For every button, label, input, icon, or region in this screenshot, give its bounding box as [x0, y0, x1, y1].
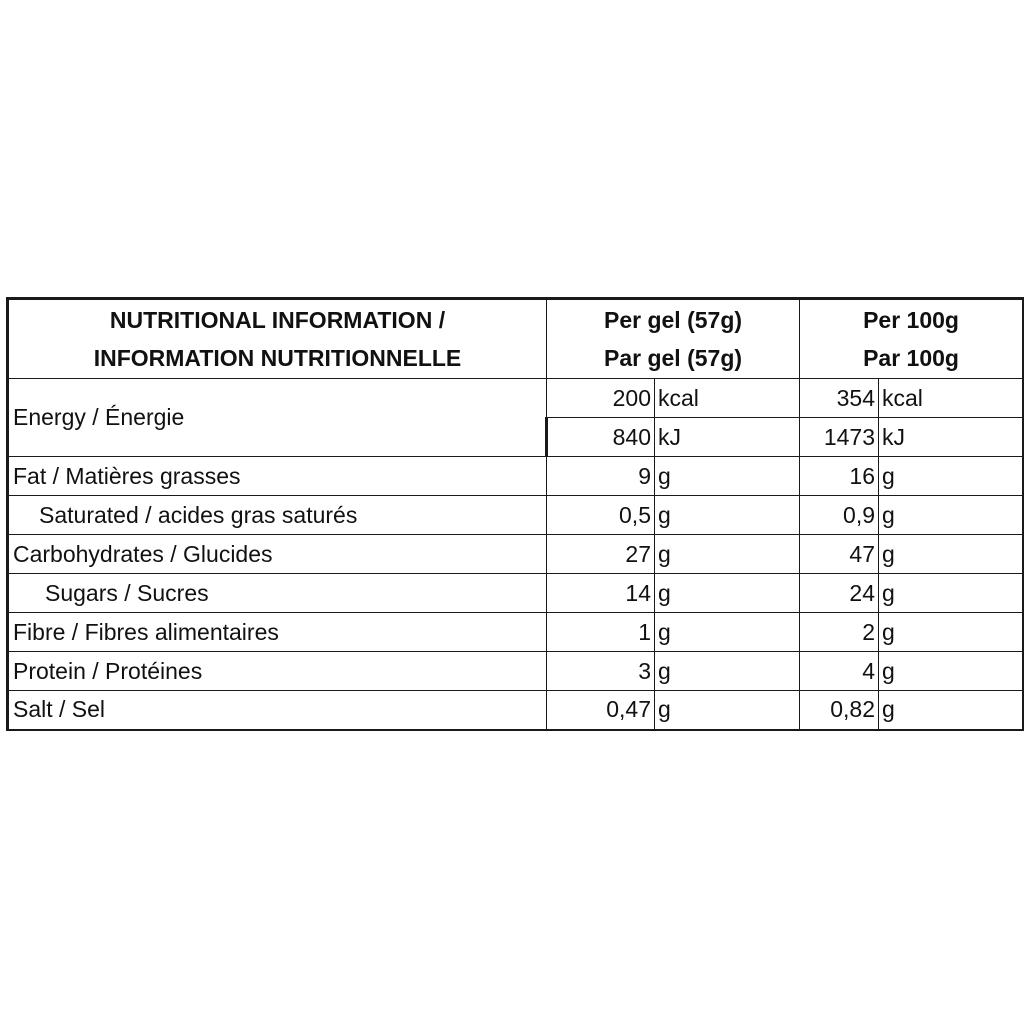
per-gel-header [547, 299, 800, 379]
fibre-per-gel: 1 [547, 613, 655, 652]
sugars-unit-per-100g: g [879, 574, 1024, 613]
header-row [8, 299, 1024, 379]
table-row-salt [8, 691, 1024, 730]
fibre-unit-per-100g: g [879, 613, 1024, 652]
carbohydrates-unit-per-100g: g [879, 535, 1024, 574]
fat-unit-per-gel: g [655, 457, 800, 496]
energy-label: Energy / Énergie [8, 379, 547, 457]
saturated-unit-per-gel: g [655, 496, 800, 535]
per-gel-header-line-2: Par gel (57g) [603, 345, 743, 371]
protein-per-gel: 3 [547, 652, 655, 691]
carbohydrates-per-100g: 47 [800, 535, 879, 574]
fibre-label: Fibre / Fibres alimentaires [8, 613, 547, 652]
table-row-fat [8, 457, 1024, 496]
saturated-per-100g: 0,9 [800, 496, 879, 535]
salt-unit-per-100g: g [879, 691, 1024, 730]
fat-per-100g: 16 [800, 457, 879, 496]
fat-per-gel: 9 [547, 457, 655, 496]
table-row-sugars [8, 574, 1024, 613]
fat-unit-per-100g: g [879, 457, 1024, 496]
sugars-unit-per-gel: g [655, 574, 800, 613]
table-title-line-2: INFORMATION NUTRITIONNELLE [93, 345, 462, 371]
energy-kcal-unit-per-gel: kcal [655, 379, 800, 418]
per-gel-header-line-1: Per gel (57g) [603, 307, 743, 333]
table-row-saturated [8, 496, 1024, 535]
protein-per-100g: 4 [800, 652, 879, 691]
energy-kj-unit-per-100g: kJ [879, 418, 1024, 457]
energy-kcal-per-gel: 200 [547, 379, 655, 418]
salt-unit-per-gel: g [655, 691, 800, 730]
energy-kcal-unit-per-100g: kcal [879, 379, 1024, 418]
carbohydrates-per-gel: 27 [547, 535, 655, 574]
energy-kj-per-gel: 840 [547, 418, 655, 457]
protein-label: Protein / Protéines [8, 652, 547, 691]
sugars-per-100g: 24 [800, 574, 879, 613]
per-100g-header-line-2: Par 100g [863, 345, 959, 371]
carbohydrates-label: Carbohydrates / Glucides [8, 535, 547, 574]
energy-kj-per-100g: 1473 [800, 418, 879, 457]
saturated-per-gel: 0,5 [547, 496, 655, 535]
saturated-label: Saturated / acides gras saturés [8, 496, 547, 535]
sugars-per-gel: 14 [547, 574, 655, 613]
salt-per-100g: 0,82 [800, 691, 879, 730]
salt-per-gel: 0,47 [547, 691, 655, 730]
fibre-unit-per-gel: g [655, 613, 800, 652]
table-row-energy-kcal [8, 379, 1024, 418]
energy-kj-unit-per-gel: kJ [655, 418, 800, 457]
table-title [8, 299, 547, 379]
protein-unit-per-100g: g [879, 652, 1024, 691]
per-100g-header-line-1: Per 100g [863, 307, 959, 333]
table-title-line-1: NUTRITIONAL INFORMATION / [109, 307, 446, 333]
table-row-carbohydrates [8, 535, 1024, 574]
salt-label: Salt / Sel [8, 691, 547, 730]
sugars-label: Sugars / Sucres [8, 574, 547, 613]
table-row-protein [8, 652, 1024, 691]
fibre-per-100g: 2 [800, 613, 879, 652]
fat-label: Fat / Matières grasses [8, 457, 547, 496]
protein-unit-per-gel: g [655, 652, 800, 691]
nutrition-table [6, 297, 1024, 731]
carbohydrates-unit-per-gel: g [655, 535, 800, 574]
per-100g-header [800, 299, 1024, 379]
energy-kcal-per-100g: 354 [800, 379, 879, 418]
saturated-unit-per-100g: g [879, 496, 1024, 535]
table-row-fibre [8, 613, 1024, 652]
